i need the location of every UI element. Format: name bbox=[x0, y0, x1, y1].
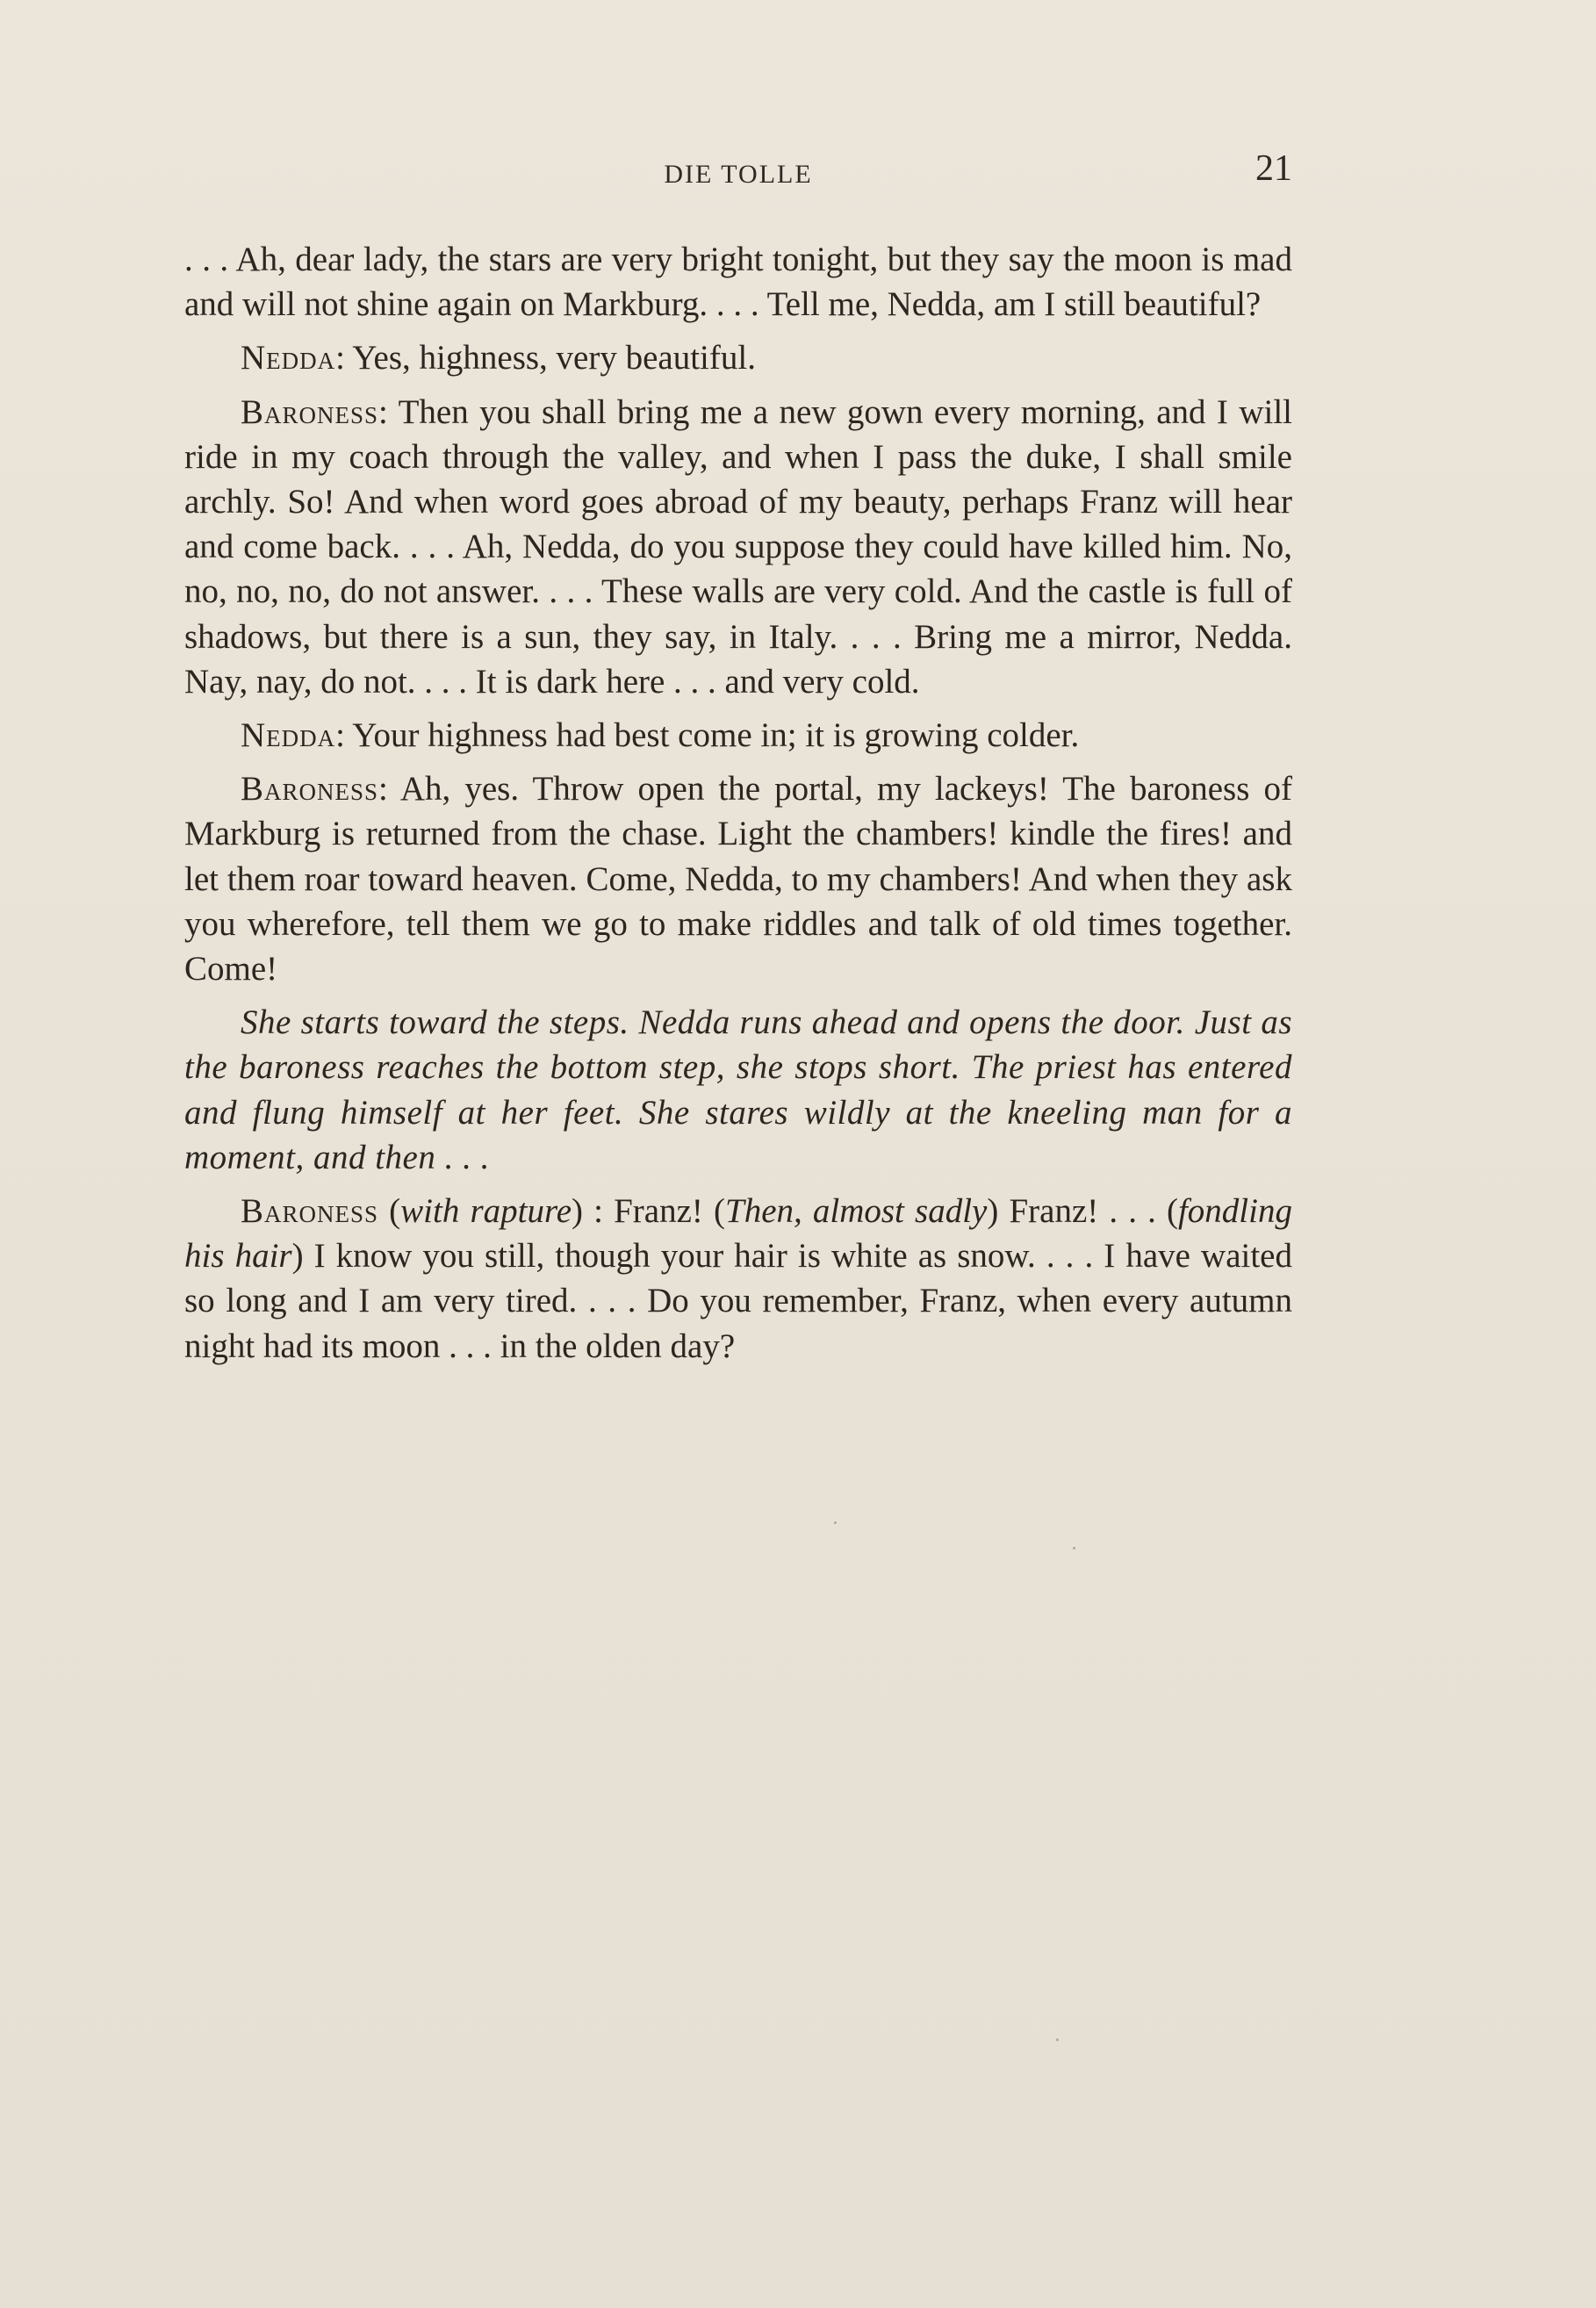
running-head: DIE TOLLE bbox=[664, 160, 813, 189]
paren-open: ( bbox=[1166, 1192, 1178, 1231]
body-text bbox=[184, 237, 1292, 1377]
paper-speck bbox=[834, 1521, 837, 1524]
speaker-colon: : bbox=[378, 770, 400, 809]
dialogue-text: Franz! bbox=[614, 1192, 703, 1231]
stage-direction-text: She starts toward the steps. Nedda runs ahead and opens the door. Just as the baroness reaches the bottom step, she stops short. The priest has entered and flung himself at her feet. She stares wildly at the kneeling man for a moment, and then . . . bbox=[184, 1003, 1292, 1176]
page-header bbox=[184, 147, 1292, 200]
dialogue-text: Ah, yes. Throw open the portal, my lackeys! The baroness of Markburg is returned from the chase. Light the chambers! kindle the fires! and let them roar toward heaven. Come, Nedda, to my chambers! And when they ask you wherefore, tell them we go to make riddles and talk of old times together. Come! bbox=[184, 770, 1292, 989]
dialogue-text: I know you still, though your hair is white as snow. . . . I have waited so long and I am very tired. . . . Do you remember, Franz, when every autumn night had its moon . . . in the olden day? bbox=[184, 1237, 1292, 1365]
page-number: 21 bbox=[1255, 148, 1292, 189]
speaker-name: Nedda bbox=[241, 716, 336, 755]
paper-speck bbox=[1056, 2038, 1059, 2041]
paper-speck bbox=[1073, 1547, 1075, 1549]
speaker-name: Baroness bbox=[241, 1192, 379, 1231]
inline-direction: fondling his hair bbox=[184, 1192, 1292, 1276]
speaker-name: Nedda bbox=[241, 339, 336, 377]
speaker-name: Baroness bbox=[241, 770, 379, 809]
inline-direction: with rapture bbox=[400, 1192, 572, 1231]
speaker-colon: : bbox=[335, 716, 353, 755]
dialogue-text: Then you shall bring me a new gown every morning, and I will ride in my coach through the valley, and when I pass the duke, I shall smile archly. So! And when word goes abroad of my beauty, perhaps Franz will hear and come back. . . . Ah, Nedda, do you suppose they could have killed him. No, no, no, no, do not answer. . . . These walls are very cold. And the castle is full of shadows, but there is a sun, they say, in Italy. . . . Bring me a mirror, Nedda. Nay, nay, do not. . . . It is dark here . . . and very cold. bbox=[184, 392, 1292, 701]
dialogue-text: Franz! . . . bbox=[1009, 1192, 1156, 1231]
dialogue-nedda-1 bbox=[184, 335, 1292, 380]
speaker-colon: : bbox=[335, 339, 353, 377]
paragraph-opening bbox=[184, 237, 1292, 327]
dialogue-text: Your highness had best come in; it is growing colder. bbox=[352, 716, 1080, 755]
paragraph-text: . . . Ah, dear lady, the stars are very bright tonight, but they say the moon is mad and will not shine again on Markburg. . . . Tell me, Nedda, am I still beautiful? bbox=[184, 241, 1292, 324]
dialogue-baroness-2 bbox=[184, 766, 1292, 991]
paren-open: ( bbox=[714, 1192, 726, 1231]
dialogue-text: Yes, highness, very beautiful. bbox=[352, 339, 756, 377]
dialogue-baroness-1 bbox=[184, 390, 1292, 704]
paren-close: ) bbox=[987, 1192, 1010, 1231]
dialogue-baroness-3 bbox=[184, 1189, 1292, 1369]
inline-direction: Then, almost sadly bbox=[725, 1192, 988, 1231]
paren-close: ) : bbox=[572, 1192, 615, 1231]
paren-close: ) bbox=[291, 1237, 314, 1276]
speaker-name: Baroness bbox=[241, 392, 379, 431]
dialogue-nedda-2 bbox=[184, 713, 1292, 758]
speaker-colon: : bbox=[378, 392, 399, 431]
stage-direction bbox=[184, 1000, 1292, 1180]
paren-open: ( bbox=[389, 1192, 401, 1231]
